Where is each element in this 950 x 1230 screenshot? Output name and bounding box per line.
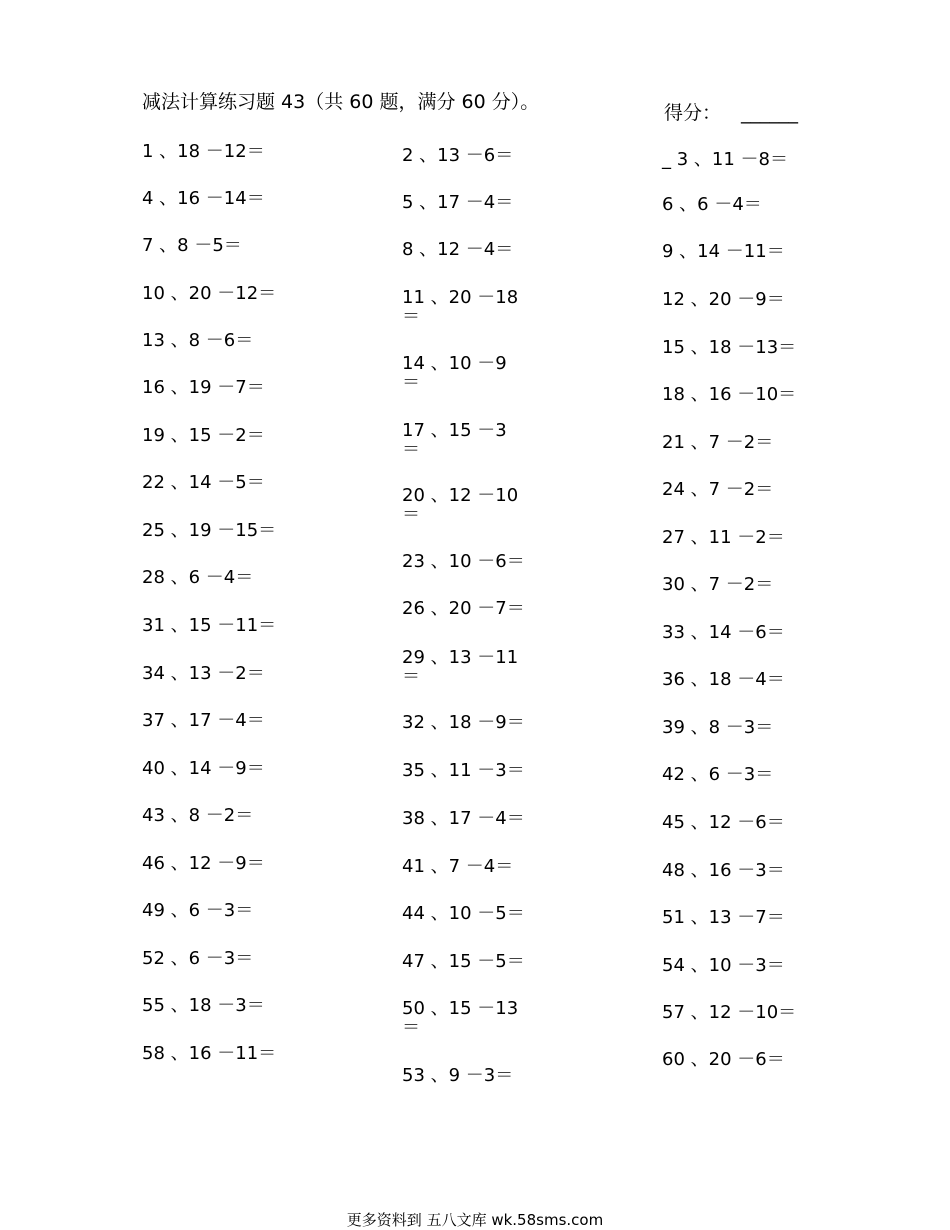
problem-14: 14 、10 －9 ＝: [402, 353, 507, 393]
problem-16: 16 、19 －7＝: [142, 377, 265, 398]
problem-51: 51 、13 －7＝: [662, 907, 785, 928]
problem-25: 25 、19 －15＝: [142, 520, 277, 541]
problem-4: 4 、16 －14＝: [142, 188, 265, 209]
problem-10: 10 、20 －12＝: [142, 283, 277, 304]
problem-5: 5 、17 －4＝: [402, 192, 514, 213]
score-label: 得分：: [664, 102, 722, 124]
problem-46: 46 、12 －9＝: [142, 853, 265, 874]
problem-39: 39 、8 －3＝: [662, 717, 774, 738]
worksheet-title: 减法计算练习题 43（共 60 题，满分 60 分）。: [142, 91, 540, 113]
problem-2: 2 、13 －6＝: [402, 145, 514, 166]
problem-11: 11 、20 －18 ＝: [402, 287, 519, 327]
footer-link[interactable]: 更多资料到 五八文库 wk.58sms.com: [346, 1211, 604, 1229]
problem-48: 48 、16 －3＝: [662, 860, 785, 881]
problem-32: 32 、18 －9＝: [402, 712, 525, 733]
problem-44: 44 、10 －5＝: [402, 903, 525, 924]
problem-24: 24 、7 －2＝: [662, 479, 774, 500]
problem-30: 30 、7 －2＝: [662, 574, 774, 595]
problem-9: 9 、14 －11＝: [662, 241, 785, 262]
problem-47: 47 、15 －5＝: [402, 951, 525, 972]
problem-31: 31 、15 －11＝: [142, 615, 277, 636]
problem-58: 58 、16 －11＝: [142, 1043, 277, 1064]
problem-15: 15 、18 －13＝: [662, 337, 797, 358]
problem-18: 18 、16 －10＝: [662, 384, 797, 405]
score-blank: ______: [741, 102, 799, 124]
problem-23: 23 、10 －6＝: [402, 551, 525, 572]
problem-40: 40 、14 －9＝: [142, 758, 265, 779]
problem-19: 19 、15 －2＝: [142, 425, 265, 446]
problem-41: 41 、7 －4＝: [402, 856, 514, 877]
problem-36: 36 、18 －4＝: [662, 669, 785, 690]
problem-26: 26 、20 －7＝: [402, 598, 525, 619]
problem-28: 28 、6 －4＝: [142, 567, 254, 588]
problem-12: 12 、20 －9＝: [662, 289, 785, 310]
problem-49: 49 、6 －3＝: [142, 900, 254, 921]
problem-20: 20 、12 －10 ＝: [402, 485, 519, 525]
problem-13: 13 、8 －6＝: [142, 330, 254, 351]
problem-60: 60 、20 －6＝: [662, 1049, 785, 1070]
problem-21: 21 、7 －2＝: [662, 432, 774, 453]
problem-8: 8 、12 －4＝: [402, 239, 514, 260]
problem-37: 37 、17 －4＝: [142, 710, 265, 731]
problem-55: 55 、18 －3＝: [142, 995, 265, 1016]
problem-50: 50 、15 －13 ＝: [402, 998, 519, 1038]
problem-42: 42 、6 －3＝: [662, 764, 774, 785]
problem-54: 54 、10 －3＝: [662, 955, 785, 976]
problem-1: 1 、18 －12＝: [142, 141, 265, 162]
problem-33: 33 、14 －6＝: [662, 622, 785, 643]
problem-52: 52 、6 －3＝: [142, 948, 254, 969]
problem-43: 43 、8 －2＝: [142, 805, 254, 826]
problem-6: 6 、6 －4＝: [662, 194, 762, 215]
problem-35: 35 、11 －3＝: [402, 760, 525, 781]
problem-45: 45 、12 －6＝: [662, 812, 785, 833]
problem-53: 53 、9 －3＝: [402, 1065, 514, 1086]
problem-29: 29 、13 －11 ＝: [402, 647, 519, 687]
problem-22: 22 、14 －5＝: [142, 472, 265, 493]
problem-34: 34 、13 －2＝: [142, 663, 265, 684]
problem-17: 17 、15 －3 ＝: [402, 420, 507, 460]
problem-3: _ 3 、11 －8＝: [662, 149, 788, 170]
problem-57: 57 、12 －10＝: [662, 1002, 797, 1023]
problem-7: 7 、8 －5＝: [142, 235, 242, 256]
problem-27: 27 、11 －2＝: [662, 527, 785, 548]
problem-38: 38 、17 －4＝: [402, 808, 525, 829]
score-area: [664, 101, 798, 125]
